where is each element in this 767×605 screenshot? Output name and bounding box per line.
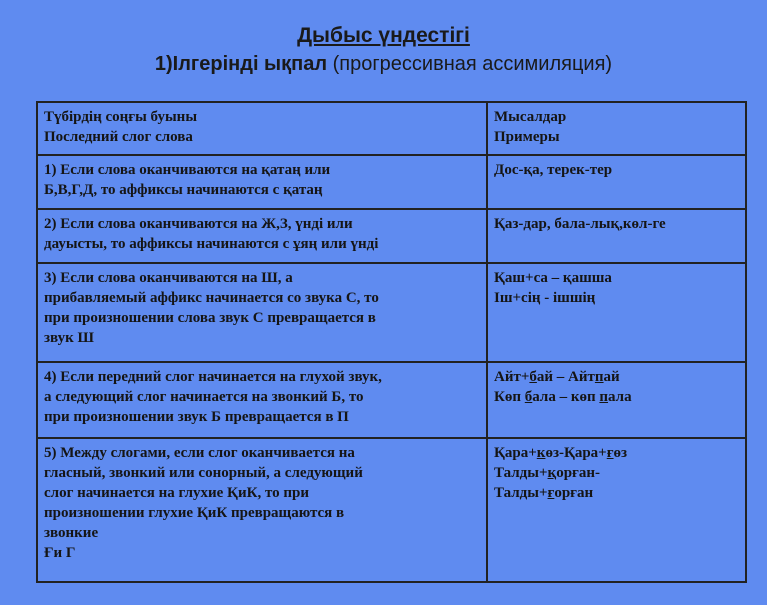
- header-right-line: Мысалдар: [494, 109, 567, 125]
- example-cell: [487, 155, 746, 209]
- table-row: [37, 209, 746, 263]
- rule-cell: [37, 362, 487, 438]
- table-row: [37, 155, 746, 209]
- rule-cell: [37, 209, 487, 263]
- rule-line: 5) Между слогами, если слог оканчивается на: [44, 445, 355, 461]
- subtitle-normal: (прогрессивная ассимиляция): [327, 53, 613, 75]
- example-line: Қаш+са – қашша: [494, 270, 612, 286]
- rule-line: 1) Если слова оканчиваются на қатаң или: [44, 162, 331, 178]
- example-line: Талды+қорған-: [494, 465, 600, 481]
- rule-cell: [37, 155, 487, 209]
- example-cell: [487, 209, 746, 263]
- rule-line: слог начинается на глухие ҚиК, то при: [44, 485, 310, 501]
- rule-cell: [37, 438, 487, 582]
- header-cell-right: [487, 102, 746, 155]
- rule-line: прибавляемый аффикс начинается со звука С, то: [44, 290, 379, 306]
- table-header-row: [37, 102, 746, 155]
- rule-line: звук Ш: [44, 330, 94, 346]
- rule-line: гласный, звонкий или сонорный, а следующий: [44, 465, 363, 481]
- rule-line: а следующий слог начинается на звонкий Б, то: [44, 389, 364, 405]
- slide-title: Дыбыс үндестігі: [297, 24, 470, 47]
- example-cell: [487, 362, 746, 438]
- table-row: [37, 263, 746, 362]
- table-row: [37, 362, 746, 438]
- header-right-line: Примеры: [494, 129, 560, 145]
- subtitle-bold: 1)Ілгерінді ықпал: [154, 53, 328, 75]
- header-cell-left: [37, 102, 487, 155]
- table-row: [37, 438, 746, 582]
- rule-line: произношении глухие ҚиК превращаются в: [44, 505, 345, 521]
- rule-line: звонкие: [44, 525, 99, 541]
- header-left-line: Последний слог слова: [44, 129, 193, 145]
- header-left-line: Түбірдің соңғы буыны: [44, 109, 198, 125]
- rule-line: 3) Если слова оканчиваются на Ш, а: [44, 270, 293, 286]
- example-line: Іш+сің - ішшің: [494, 290, 596, 306]
- rule-line: при произношении слова звук С превращается в: [44, 310, 376, 326]
- rule-line: при произношении звук Б превращается в П: [44, 409, 349, 425]
- rule-line: 4) Если передний слог начинается на глухой звук,: [44, 369, 382, 385]
- slide-subtitle: [0, 50, 767, 78]
- example-line: Талды+ғорған: [494, 485, 594, 501]
- example-line: Айт+бай – Айтпай: [494, 369, 620, 385]
- example-line: Көп бала – көп пала: [494, 389, 632, 405]
- example-line: Қара+көз-Қара+ғөз: [494, 445, 628, 461]
- example-line: Дос-қа, терек-тер: [494, 162, 613, 178]
- rule-line: 2) Если слова оканчиваются на Ж,З, үнді или: [44, 216, 353, 232]
- rule-line: Ғи Г: [44, 545, 76, 561]
- example-cell: [487, 263, 746, 362]
- assimilation-table: [36, 101, 747, 583]
- rule-line: Б,В,Г,Д, то аффиксы начинаются с қатаң: [44, 182, 323, 198]
- rule-line: дауысты, то аффиксы начинаются с ұяң или үнді: [44, 236, 379, 252]
- example-line: Қаз-дар, бала-лық,көл-ге: [494, 216, 666, 232]
- rule-cell: [37, 263, 487, 362]
- slide-heading: [0, 22, 767, 78]
- example-cell: [487, 438, 746, 582]
